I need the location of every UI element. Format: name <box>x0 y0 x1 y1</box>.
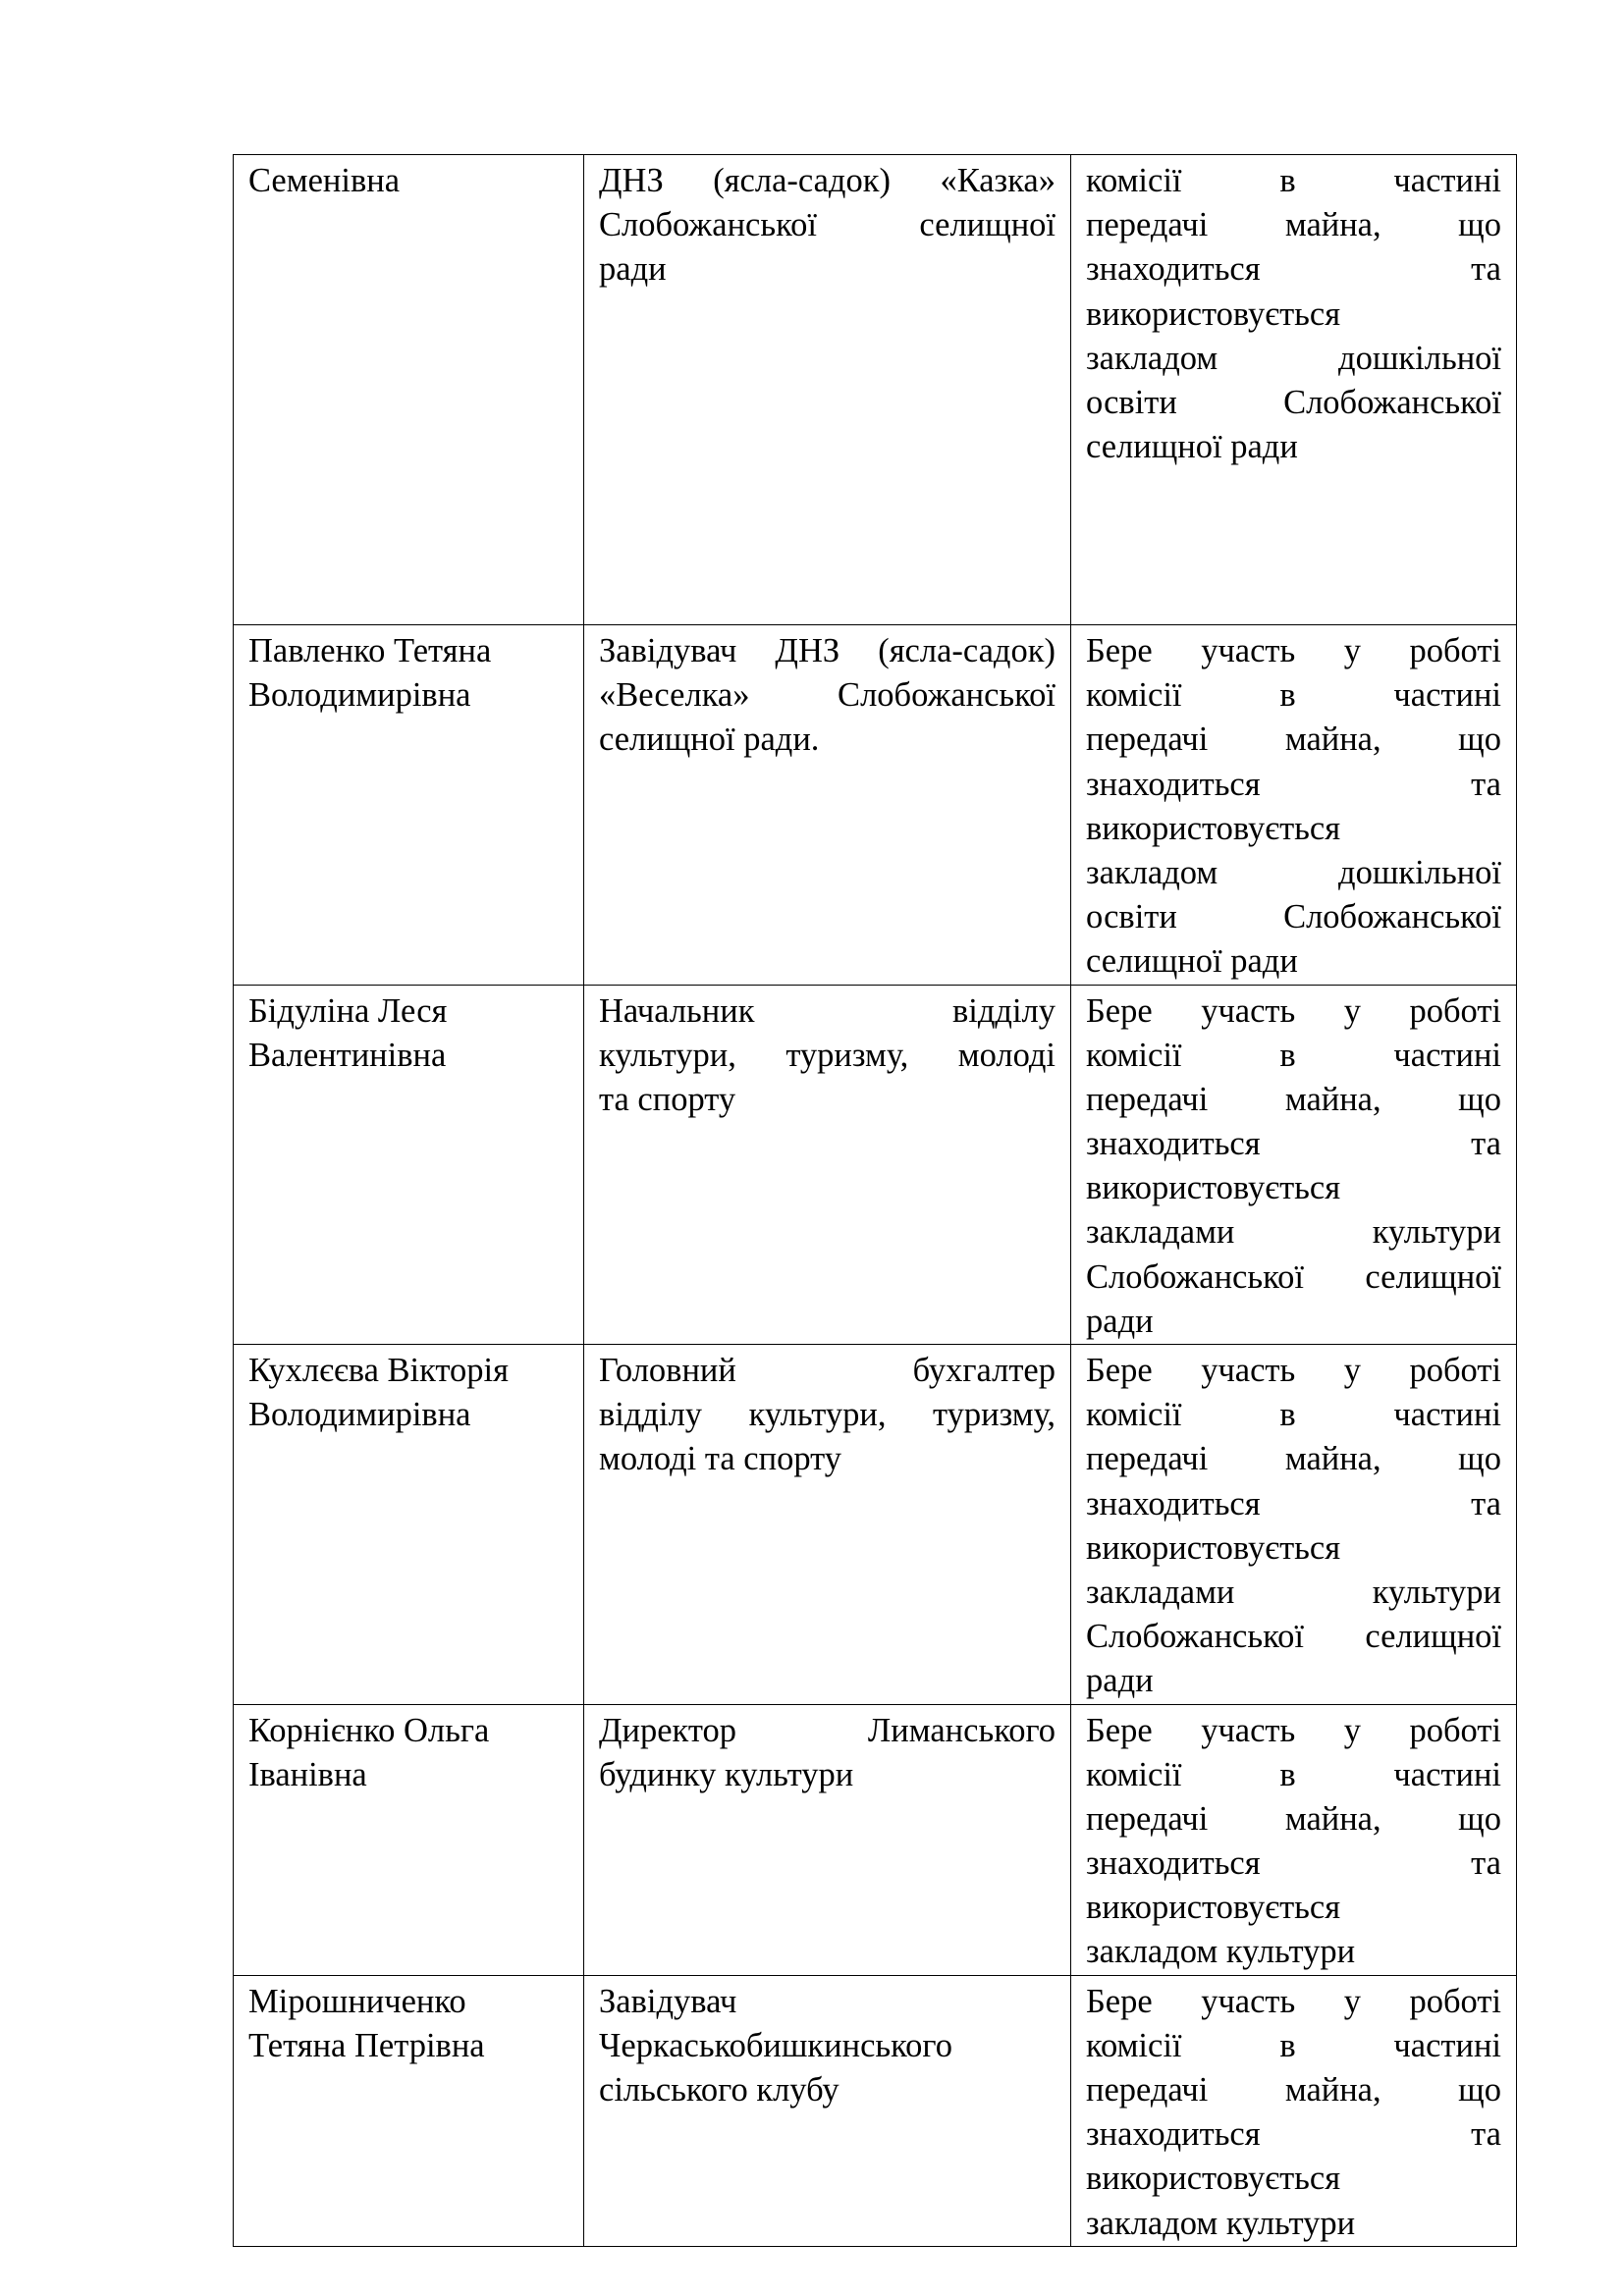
member-position-line: сільського клубу <box>599 2071 839 2109</box>
member-role-line: закладом дошкільної <box>1086 339 1501 377</box>
member-position-line: селищної ради. <box>599 721 820 759</box>
table-body <box>234 155 1517 2247</box>
member-role-line: Бере участь у роботі <box>1086 1711 1501 1749</box>
member-name-cell <box>234 1345 584 1705</box>
member-role-line: комісії в частині <box>1086 676 1501 715</box>
member-role-line: освіти Слобожанської <box>1086 898 1501 936</box>
member-role-line: комісії в частині <box>1086 162 1501 199</box>
member-role-line: закладами культури <box>1086 1573 1501 1611</box>
member-role-line: комісії в частині <box>1086 2026 1501 2064</box>
member-name-line: Володимирівна <box>248 676 471 715</box>
table-row <box>234 155 1517 625</box>
member-name-line: Бідуліна Леся <box>248 991 448 1030</box>
member-name-line: Семенівна <box>248 162 401 199</box>
member-role-line: Слобожанської селищної <box>1086 1618 1501 1656</box>
member-role-line: передачі майна, що <box>1086 721 1501 759</box>
member-role-line: використовується <box>1086 1528 1341 1567</box>
member-name-line: Кухлєєва Вікторія <box>248 1352 509 1389</box>
member-name-cell <box>234 985 584 1345</box>
member-name-line: Мірошниченко <box>248 1982 466 2020</box>
member-role-line: закладом культури <box>1086 1933 1356 1971</box>
member-role-cell <box>1071 155 1517 625</box>
table-row <box>234 625 1517 986</box>
member-position-cell <box>584 155 1071 625</box>
member-role-line: використовується <box>1086 1889 1341 1927</box>
member-role-line: передачі майна, що <box>1086 1799 1501 1838</box>
member-role-line: знаходиться та <box>1086 1844 1501 1883</box>
member-position-line: «Веселка» Слобожанської <box>599 676 1056 715</box>
member-role-line: знаходиться та <box>1086 1125 1501 1163</box>
member-role-line: селищної ради <box>1086 942 1298 981</box>
member-name-line: Валентинівна <box>248 1036 447 1074</box>
member-position-line: будинку культури <box>599 1755 854 1793</box>
member-name-line: Павленко Тетяна <box>248 632 492 669</box>
member-role-line: комісії в частині <box>1086 1396 1501 1434</box>
member-position-cell <box>584 1975 1071 2246</box>
member-name-cell <box>234 155 584 625</box>
member-role-line: Бере участь у роботі <box>1086 1352 1501 1389</box>
member-role-cell <box>1071 1704 1517 1975</box>
member-role-line: передачі майна, що <box>1086 2071 1501 2109</box>
member-role-line: Слобожанської селищної <box>1086 1257 1501 1296</box>
table-row <box>234 1704 1517 1975</box>
member-role-cell <box>1071 1975 1517 2246</box>
member-role-line: комісії в частині <box>1086 1036 1501 1074</box>
table-row <box>234 1975 1517 2246</box>
member-role-line: використовується <box>1086 1169 1341 1207</box>
member-role-line: знаходиться та <box>1086 1484 1501 1522</box>
member-role-line: використовується <box>1086 809 1341 847</box>
member-role-line: ради <box>1086 1302 1154 1340</box>
member-position-line: відділу культури, туризму, <box>599 1396 1056 1434</box>
member-position-line: культури, туризму, молоді <box>599 1036 1056 1074</box>
member-role-cell <box>1071 1345 1517 1705</box>
table-row <box>234 1345 1517 1705</box>
member-position-line: ДНЗ (ясла-садок) «Казка» <box>599 162 1056 199</box>
member-role-line: передачі майна, що <box>1086 206 1501 244</box>
member-position-line: Черкаськобишкинського <box>599 2026 952 2064</box>
member-name-line: Іванівна <box>248 1755 367 1793</box>
commission-members-table <box>233 154 1517 2247</box>
table-row <box>234 985 1517 1345</box>
member-role-cell <box>1071 985 1517 1345</box>
member-position-line: Головний бухгалтер <box>599 1352 1056 1389</box>
member-name-line: Корнієнко Ольга <box>248 1711 490 1749</box>
member-role-line: освіти Слобожанської <box>1086 383 1501 421</box>
member-role-line: Бере участь у роботі <box>1086 991 1501 1030</box>
member-position-cell <box>584 625 1071 986</box>
member-position-cell <box>584 1704 1071 1975</box>
member-role-line: Бере участь у роботі <box>1086 1982 1501 2020</box>
member-role-line: передачі майна, що <box>1086 1440 1501 1478</box>
member-role-line: знаходиться та <box>1086 765 1501 803</box>
member-position-line: ради <box>599 250 667 289</box>
member-role-line: ради <box>1086 1662 1154 1700</box>
member-position-line: Слобожанської селищної <box>599 206 1056 244</box>
member-role-cell <box>1071 625 1517 986</box>
member-name-cell <box>234 1704 584 1975</box>
member-name-line: Тетяна Петрівна <box>248 2026 485 2064</box>
member-role-line: використовується <box>1086 294 1341 333</box>
member-role-line: закладом дошкільної <box>1086 853 1501 891</box>
member-position-cell <box>584 1345 1071 1705</box>
member-role-line: закладом культури <box>1086 2204 1356 2242</box>
member-role-line: селищної ради <box>1086 428 1298 466</box>
member-role-line: знаходиться та <box>1086 250 1501 289</box>
member-position-cell <box>584 985 1071 1345</box>
member-role-line: комісії в частині <box>1086 1755 1501 1793</box>
member-role-line: використовується <box>1086 2160 1341 2198</box>
member-name-cell <box>234 1975 584 2246</box>
member-position-line: Завідувач <box>599 1982 737 2020</box>
member-position-line: Директор Лиманського <box>599 1711 1056 1749</box>
member-position-line: Начальник відділу <box>599 991 1056 1030</box>
member-position-line: молоді та спорту <box>599 1440 841 1478</box>
member-name-cell <box>234 625 584 986</box>
member-role-line: Бере участь у роботі <box>1086 632 1501 669</box>
member-name-line: Володимирівна <box>248 1396 471 1434</box>
member-role-line: знаходиться та <box>1086 2115 1501 2154</box>
member-role-line: передачі майна, що <box>1086 1080 1501 1118</box>
member-position-line: та спорту <box>599 1080 736 1118</box>
member-role-line: закладами культури <box>1086 1213 1501 1252</box>
member-position-line: Завідувач ДНЗ (ясла-садок) <box>599 632 1056 669</box>
